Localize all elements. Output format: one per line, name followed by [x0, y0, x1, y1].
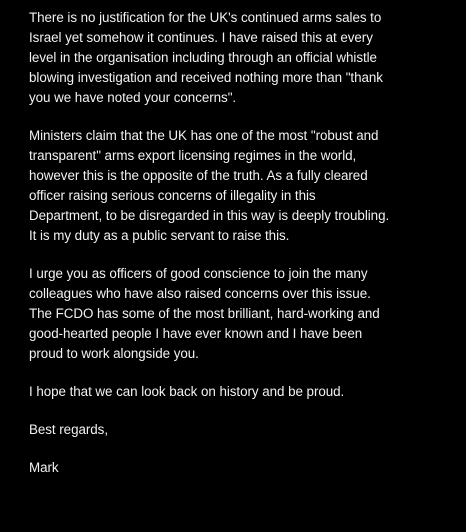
text-line: It is my duty as a public servant to raise this.	[29, 228, 290, 243]
text-line: transparent" arms export licensing regimes in the world,	[29, 148, 357, 163]
text-line: I hope that we can look back on history and be proud.	[29, 384, 345, 399]
text-line: colleagues who have also raised concerns over this issue.	[29, 286, 371, 301]
text-line: officer raising serious concerns of illegality in this	[29, 188, 316, 203]
text-line: level in the organisation including through an official whistle	[29, 50, 377, 65]
sign-off	[29, 420, 459, 440]
text-line: I urge you as officers of good conscience to join the many	[29, 266, 368, 281]
text-line: Mark	[29, 460, 59, 475]
text-line: you we have noted your concerns".	[29, 90, 237, 105]
text-line: Israel yet somehow it continues. I have raised this at every	[29, 30, 373, 45]
text-line: Ministers claim that the UK has one of the most "robust and	[29, 128, 379, 143]
text-line: however this is the opposite of the truth. As a fully cleared	[29, 168, 368, 183]
paragraph-arms-sales	[29, 8, 459, 108]
text-line: good-hearted people I have ever known and I have been	[29, 326, 363, 341]
text-line: There is no justification for the UK's continued arms sales to	[29, 10, 382, 25]
text-line: Best regards,	[29, 422, 108, 437]
letter-body	[29, 8, 459, 496]
paragraph-urge-colleagues	[29, 264, 459, 364]
text-line: The FCDO has some of the most brilliant, hard-working and	[29, 306, 380, 321]
text-line: proud to work alongside you.	[29, 346, 199, 361]
text-line: blowing investigation and received nothing more than "thank	[29, 70, 383, 85]
paragraph-hope	[29, 382, 459, 402]
text-line: Department, to be disregarded in this way is deeply troubling.	[29, 208, 390, 223]
signature-name	[29, 458, 459, 478]
paragraph-ministers-claim	[29, 126, 459, 246]
